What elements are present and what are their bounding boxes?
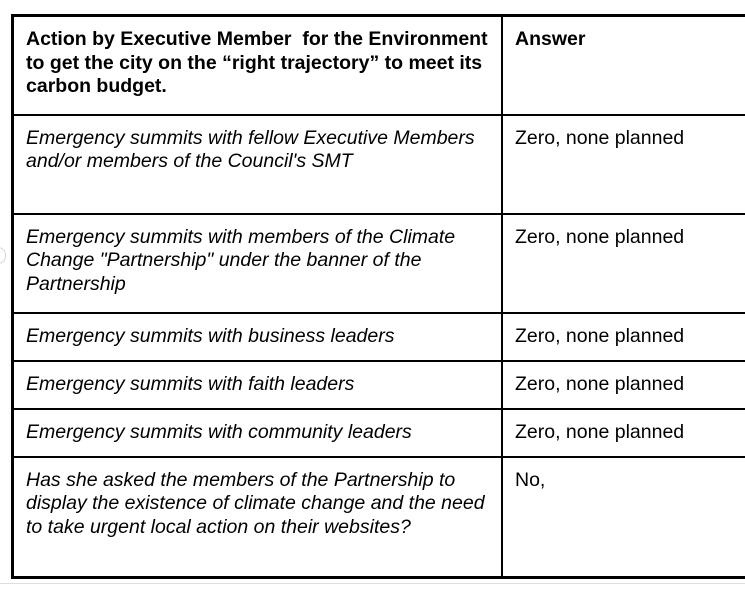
answer-text: No, [515,468,546,491]
table-row [13,409,745,457]
action-text: Emergency summits with members of the Climate Change "Partnership" under the banner of the Partnership [26,225,461,295]
cell-answer-exec-summits[interactable] [502,115,745,214]
cell-answer-community-summits[interactable] [502,409,745,457]
header-cell-answer[interactable] [502,16,745,115]
table-header-row [13,16,745,115]
table-row [13,457,745,578]
table-row [13,214,745,313]
cell-action-faith-summits[interactable] [13,361,503,409]
answer-text: Zero, none planned [515,420,685,443]
action-text: Has she asked the members of the Partnership to display the existence of climate change and the need to take urgent local action on their websites? [26,468,490,538]
page-divider-line [0,583,745,584]
cell-answer-partnership-summits[interactable] [502,214,745,313]
action-text: Emergency summits with faith leaders [26,372,355,395]
action-text: Emergency summits with fellow Executive Members and/or members of the Council's SMT [26,126,481,172]
cell-answer-business-summits[interactable] [502,313,745,361]
cell-action-partnership-summits[interactable] [13,214,503,313]
action-text: Emergency summits with community leaders [26,420,412,443]
cell-action-website-question[interactable] [13,457,503,578]
table-row [13,115,745,214]
table-row [13,313,745,361]
action-text: Emergency summits with business leaders [26,324,395,347]
answer-text: Zero, none planned [515,126,685,149]
header-action-label: Action by Executive Member for the Environment to get the city on the “right trajectory” to meet its carbon budget. [26,28,494,97]
header-answer-label: Answer [515,28,586,50]
cell-answer-website-question[interactable] [502,457,745,578]
cell-answer-faith-summits[interactable] [502,361,745,409]
cell-action-community-summits[interactable] [13,409,503,457]
cell-action-exec-summits[interactable] [13,115,503,214]
answer-text: Zero, none planned [515,324,685,347]
qa-table [11,14,745,579]
table-row [13,361,745,409]
header-cell-action[interactable] [13,16,503,115]
answer-text: Zero, none planned [515,372,685,395]
answer-text: Zero, none planned [515,225,685,248]
cell-action-business-summits[interactable] [13,313,503,361]
left-edge-marker-icon [0,247,6,264]
